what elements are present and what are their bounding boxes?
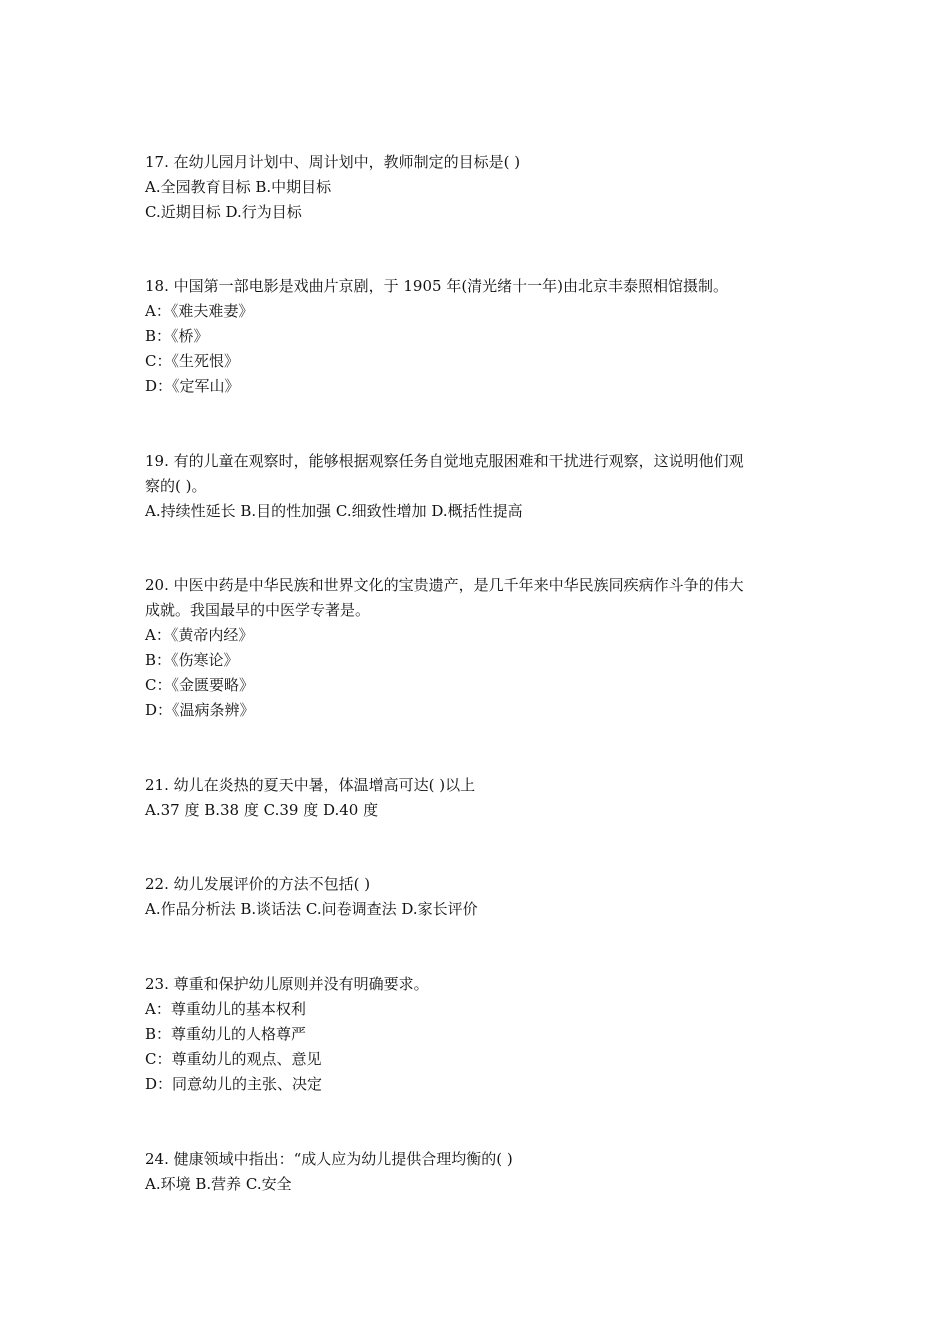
question-23 xyxy=(145,972,825,1097)
answer-options: A.全园教育目标 B.中期目标 xyxy=(145,178,332,196)
answer-option-b: B：尊重幼儿的人格尊严 xyxy=(145,1025,307,1043)
question-text: 17. 在幼儿园月计划中、周计划中，教师制定的目标是( ) xyxy=(145,153,521,171)
question-text-continued: 成就。我国最早的中医学专著是。 xyxy=(145,601,371,619)
question-text: 19. 有的儿童在观察时，能够根据观察任务自觉地克服困难和干扰进行观察，这说明他们观 xyxy=(145,452,744,470)
question-22 xyxy=(145,872,825,922)
answer-option-b: B：《桥》 xyxy=(145,327,209,345)
question-text-continued: 察的( )。 xyxy=(145,477,207,495)
question-text: 24. 健康领域中指出：“成人应为幼儿提供合理均衡的( ) xyxy=(145,1150,513,1168)
question-text: 21. 幼儿在炎热的夏天中暑，体温增高可达( )以上 xyxy=(145,776,476,794)
question-20 xyxy=(145,573,825,723)
answer-options: A.37 度 B.38 度 C.39 度 D.40 度 xyxy=(145,801,379,819)
question-19 xyxy=(145,449,825,524)
question-text: 20. 中医中药是中华民族和世界文化的宝贵遗产，是几千年来中华民族同疾病作斗争的伟大 xyxy=(145,576,744,594)
question-18 xyxy=(145,274,825,399)
answer-option-c: C：《生死恨》 xyxy=(145,352,239,370)
answer-options: A.环境 B.营养 C.安全 xyxy=(145,1175,292,1193)
answer-options: A.持续性延长 B.目的性加强 C.细致性增加 D.概括性提高 xyxy=(145,502,523,520)
answer-option-d: D：《定军山》 xyxy=(145,377,240,395)
answer-option-a: A：《黄帝内经》 xyxy=(145,626,254,644)
question-17 xyxy=(145,150,825,225)
question-text: 23. 尊重和保护幼儿原则并没有明确要求。 xyxy=(145,975,429,993)
answer-options: A.作品分析法 B.谈话法 C.问卷调查法 D.家长评价 xyxy=(145,900,478,918)
answer-option-d: D：同意幼儿的主张、决定 xyxy=(145,1075,323,1093)
answer-options: C.近期目标 D.行为目标 xyxy=(145,203,302,221)
answer-option-a: A：《难夫难妻》 xyxy=(145,302,254,320)
answer-option-c: C：《金匮要略》 xyxy=(145,676,254,694)
question-24 xyxy=(145,1147,825,1197)
question-21 xyxy=(145,773,825,823)
question-text: 18. 中国第一部电影是戏曲片京剧，于 1905 年(清光绪十一年)由北京丰泰照相馆摄制。 xyxy=(145,277,729,295)
question-text: 22. 幼儿发展评价的方法不包括( ) xyxy=(145,875,371,893)
answer-option-d: D：《温病条辨》 xyxy=(145,701,255,719)
answer-option-b: B：《伤寒论》 xyxy=(145,651,239,669)
answer-option-a: A：尊重幼儿的基本权利 xyxy=(145,1000,306,1018)
answer-option-c: C：尊重幼儿的观点、意见 xyxy=(145,1050,322,1068)
